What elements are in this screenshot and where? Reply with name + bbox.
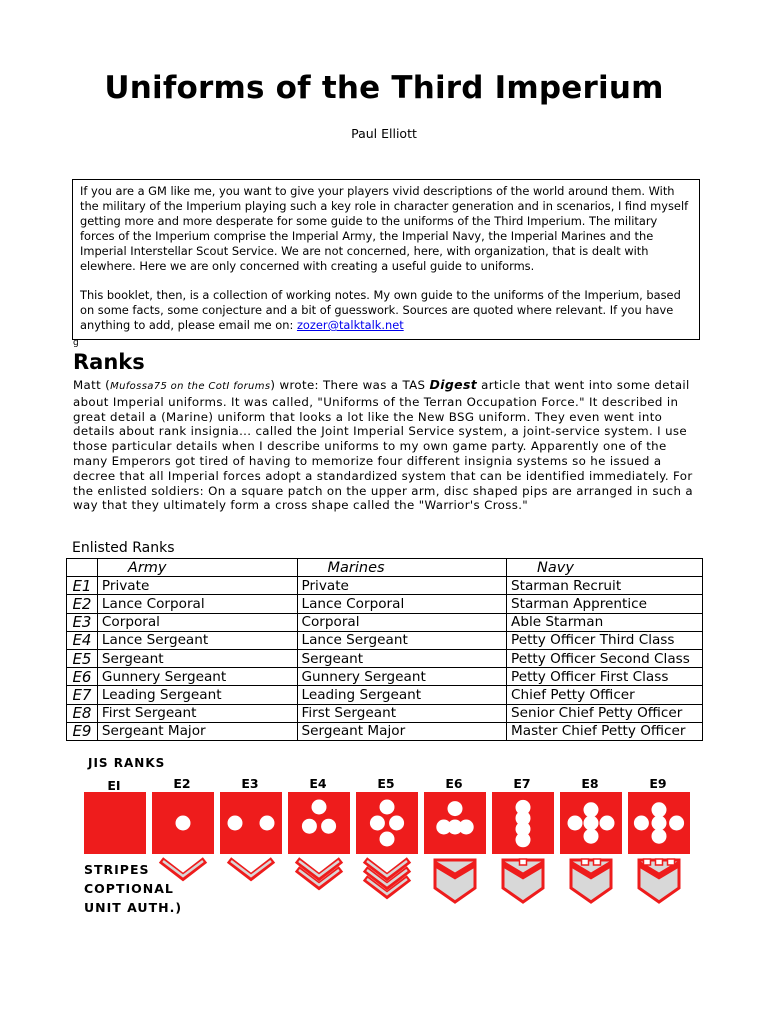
jis-pip xyxy=(260,816,275,831)
jis-rank-label: EI xyxy=(107,778,121,793)
table-row xyxy=(67,668,703,686)
jis-pip xyxy=(634,816,649,831)
jis-pip xyxy=(176,816,191,831)
intro-paragraph-2 xyxy=(80,288,692,333)
table-row xyxy=(67,631,703,649)
jis-pip xyxy=(669,816,684,831)
jis-stripe-insignia xyxy=(639,859,679,902)
jis-pip xyxy=(370,816,385,831)
navy-cell: Petty Officer Second Class xyxy=(507,649,703,667)
jis-rank-label: E5 xyxy=(377,776,395,791)
intro-paragraph-2-text: This booklet, then, is a collection of working notes. My own guide to the uniforms of the Imperium, based on some facts, some conjecture and a bit of guesswork. Sources are quoted where relevant. If you have anything to add, please email me on: xyxy=(80,288,681,332)
grade-cell: E7 xyxy=(67,686,98,704)
marines-cell: Lance Sergeant xyxy=(297,631,507,649)
jis-pip xyxy=(380,832,395,847)
jis-rank-patch xyxy=(84,792,146,854)
intro-paragraph-1: If you are a GM like me, you want to give your players vivid descriptions of the world around them. With the military of the Imperium playing such a key role in character generation and in scenarios, I find myself getting more and more desperate for some guide to the uniforms of the Third Imperium. The military forces of the Imperium comprise the Imperial Army, the Imperial Navy, the Imperial Marines and the Imperial Interstellar Scout Service. We are not concerned, here, with organization, that is dealt with elewhere. Here we are only concerned with creating a useful guide to uniforms. xyxy=(80,184,689,273)
army-cell: First Sergeant xyxy=(97,704,297,722)
stripes-label-line: UNIT AUTH.) xyxy=(84,900,183,915)
army-cell: Gunnery Sergeant xyxy=(97,668,297,686)
grade-cell: E9 xyxy=(67,722,98,740)
table-row xyxy=(67,595,703,613)
grade-cell: E2 xyxy=(67,595,98,613)
quote-body: article that went into some detail about Imperial uniforms. It was called, "Uniforms of the Terran Occupation Force." It described in great detail a (Marine) uniform that looks a lot like the New BSG uniform. They even went into details about rank insignia... called the Joint Imperial Service system, a joint-service system. I use those particular details when I describe uniforms to my own game party. Apparently one of the many Emperors got tired of having to memorize four different insignia systems so he issued a decree that all Imperial forces adopt a standardized system that can be identified immediately. For the enlisted soldiers: On a square patch on the upper arm, disc shaped pips are arranged in such a way that they ultimately form a cross shape called the "Warrior's Cross." xyxy=(73,378,694,513)
army-cell: Lance Corporal xyxy=(97,595,297,613)
ranks-heading: Ranks xyxy=(73,350,145,374)
table-row xyxy=(67,704,703,722)
jis-pip xyxy=(321,819,336,834)
jis-stripe-insignia xyxy=(229,860,273,877)
jis-pip xyxy=(448,801,463,816)
stripes-label-line: COPTIONAL xyxy=(84,881,174,896)
navy-cell: Chief Petty Officer xyxy=(507,686,703,704)
quote-author: Matt xyxy=(73,378,102,392)
marines-cell: Leading Sergeant xyxy=(297,686,507,704)
enlisted-ranks-heading: Enlisted Ranks xyxy=(72,540,175,556)
jis-rank-label: E3 xyxy=(241,776,259,791)
table-row xyxy=(67,577,703,595)
jis-pip xyxy=(652,802,667,817)
jis-rank-label: E7 xyxy=(513,776,531,791)
jis-stripe-insignia xyxy=(297,860,341,886)
stray-mark: g xyxy=(73,338,79,348)
army-cell: Corporal xyxy=(97,613,297,631)
marines-cell: Private xyxy=(297,577,507,595)
jis-stripe-insignia xyxy=(161,860,205,877)
marines-cell: Corporal xyxy=(297,613,507,631)
jis-ranks-figure xyxy=(84,756,704,926)
stripes-label-line: STRIPES xyxy=(84,862,150,877)
marines-cell: Lance Corporal xyxy=(297,595,507,613)
jis-pip xyxy=(312,800,327,815)
navy-cell: Master Chief Petty Officer xyxy=(507,722,703,740)
navy-cell: Petty Officer Third Class xyxy=(507,631,703,649)
intro-box xyxy=(72,179,700,340)
table-row xyxy=(67,613,703,631)
document-title: Uniforms of the Third Imperium xyxy=(104,70,664,106)
jis-rank-label: E9 xyxy=(649,776,667,791)
jis-pip xyxy=(584,829,599,844)
marines-cell: Sergeant xyxy=(297,649,507,667)
jis-pip xyxy=(652,816,667,831)
jis-ranks-title: JIS RANKS xyxy=(88,756,166,770)
grade-cell: E8 xyxy=(67,704,98,722)
jis-pip xyxy=(584,816,599,831)
navy-cell: Starman Apprentice xyxy=(507,595,703,613)
navy-cell: Starman Recruit xyxy=(507,577,703,595)
column-header-army: Army xyxy=(97,559,297,577)
quote-lead: wrote: There was a TAS xyxy=(275,378,430,392)
jis-stripe-insignia xyxy=(435,860,475,902)
navy-cell: Senior Chief Petty Officer xyxy=(507,704,703,722)
navy-cell: Petty Officer First Class xyxy=(507,668,703,686)
email-link[interactable]: zozer@talktalk.net xyxy=(296,318,404,332)
grade-cell: E3 xyxy=(67,613,98,631)
army-cell: Sergeant xyxy=(97,649,297,667)
marines-cell: Gunnery Sergeant xyxy=(297,668,507,686)
jis-rank-label: E2 xyxy=(173,776,191,791)
jis-rank-label: E4 xyxy=(309,776,327,791)
ranks-quote: Matt (Mufossa75 on the CotI forums) wrote: There was a TAS Digest article that went into some detail about Imperial uniforms. It was called, "Uniforms of the Terran Occupation Force." It described in great detail a (Marine) uniform that looks a lot like the New BSG uniform. They even went into details about rank insignia... called the Joint Imperial Service system, a joint-service system. I use those particular details when I describe uniforms to my own game party. Apparently one of the many Emperors got tired of having to memorize four different insignia systems so he issued a decree that all Imperial forces adopt a standardized system that can be identified immediately. For the enlisted soldiers: On a square patch on the upper arm, disc shaped pips are arranged in such a way that they ultimately form a cross shape called the "Warrior's Cross." xyxy=(73,377,694,513)
jis-pip xyxy=(568,816,583,831)
jis-stripe-insignia xyxy=(365,860,409,895)
author-name: Paul Elliott xyxy=(351,126,417,141)
quote-emphasis: Digest xyxy=(429,377,478,392)
enlisted-ranks-table xyxy=(66,558,703,741)
jis-pip xyxy=(380,800,395,815)
jis-stripe-insignia xyxy=(503,859,543,902)
quote-source: Mufossa75 on the CotI forums xyxy=(110,381,271,392)
jis-pip xyxy=(228,816,243,831)
column-header-marines: Marines xyxy=(297,559,507,577)
table-corner-cell xyxy=(67,559,98,577)
jis-pip xyxy=(600,816,615,831)
jis-rank-label: E6 xyxy=(445,776,463,791)
jis-pip xyxy=(389,816,404,831)
jis-pip xyxy=(302,819,317,834)
grade-cell: E1 xyxy=(67,577,98,595)
column-header-navy: Navy xyxy=(507,559,703,577)
table-row xyxy=(67,649,703,667)
jis-pip xyxy=(584,802,599,817)
grade-cell: E5 xyxy=(67,649,98,667)
table-row xyxy=(67,686,703,704)
grade-cell: E4 xyxy=(67,631,98,649)
jis-pip xyxy=(516,832,531,847)
army-cell: Private xyxy=(97,577,297,595)
jis-pip xyxy=(448,820,463,835)
table-header-row xyxy=(67,559,703,577)
jis-rank-label: E8 xyxy=(581,776,599,791)
jis-pip xyxy=(652,829,667,844)
army-cell: Lance Sergeant xyxy=(97,631,297,649)
table-row xyxy=(67,722,703,740)
marines-cell: Sergeant Major xyxy=(297,722,507,740)
navy-cell: Able Starman xyxy=(507,613,703,631)
jis-stripe-insignia xyxy=(571,859,611,902)
army-cell: Leading Sergeant xyxy=(97,686,297,704)
grade-cell: E6 xyxy=(67,668,98,686)
army-cell: Sergeant Major xyxy=(97,722,297,740)
marines-cell: First Sergeant xyxy=(297,704,507,722)
